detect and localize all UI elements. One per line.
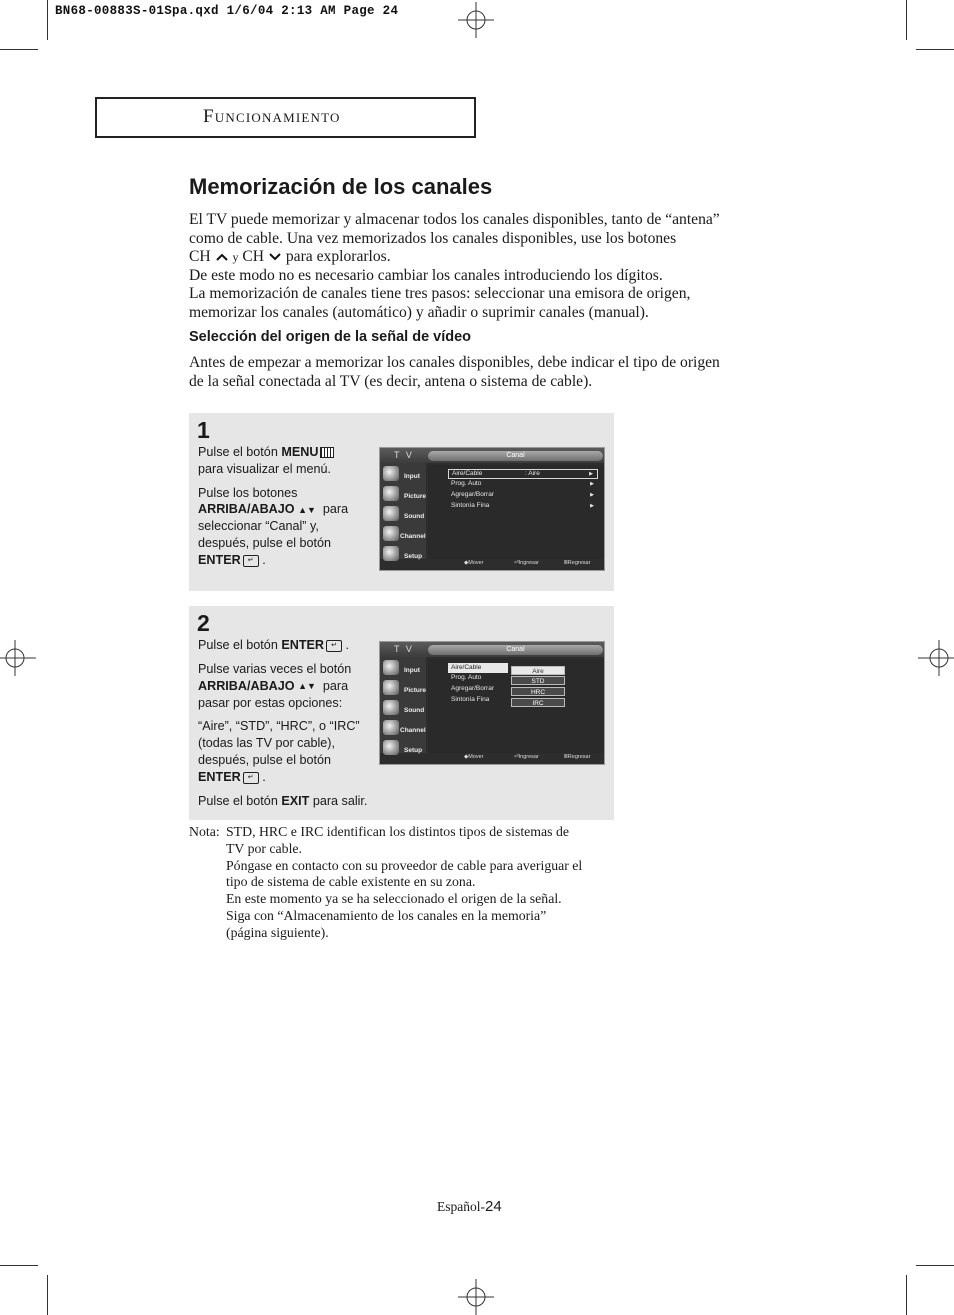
- sound-icon: [383, 506, 399, 521]
- page-title: Memorización de los canales: [189, 174, 493, 199]
- up-down-arrows-icon: ▲▼: [298, 504, 316, 515]
- note-label: Nota:: [189, 824, 220, 839]
- input-icon: [383, 660, 399, 675]
- step-2-text: Pulse el botón ENTER ↵ . Pulse varias veces el botón ARRIBA/ABAJO ▲▼ para pasar por estas opciones: “Aire”, “STD”, “HRC”, o “IRC” (todas las TV por cable), después, pulse el botón ENTER ↵ . Pulse el botón EXIT para salir.: [198, 638, 368, 808]
- page-footer: Español-24: [437, 1198, 502, 1215]
- crop-mark: [0, 49, 38, 50]
- up-down-arrows-icon: ▲▼: [298, 680, 316, 691]
- enter-icon: ↵: [243, 772, 259, 784]
- osd-sidebar: Input Picture Sound Channel Setup: [380, 657, 426, 753]
- section-title: FUNCIONAMIENTO: [203, 106, 341, 127]
- setup-icon: [383, 546, 399, 561]
- page-number: 24: [485, 1198, 502, 1215]
- crop-mark: [47, 1275, 48, 1315]
- subheading-paragraph: Antes de empezar a memorizar los canales disponibles, debe indicar el tipo de origen de la señal conectada al TV (es decir, antena o sistema de cable).: [189, 354, 720, 390]
- enter-icon: ↵: [326, 640, 342, 652]
- input-icon: [383, 466, 399, 481]
- registration-mark-icon: [0, 640, 36, 676]
- sound-icon: [383, 700, 399, 715]
- osd-option: Aire: [511, 666, 565, 675]
- tv-menu-screen: T V Canal Input Picture Sound Channel Setup Aire/Cable Prog. Auto Agregar/Borrar Sintonía Fina Aire STD HRC IRC ◆ Mover ⏎ Ingresar Ⅲ Regresar: [379, 641, 605, 765]
- picture-icon: [383, 486, 399, 501]
- file-slug: BN68-00883S-01Spa.qxd 1/6/04 2:13 AM Page 24: [55, 4, 399, 18]
- channel-icon: [383, 526, 399, 541]
- intro-paragraph: El TV puede memorizar y almacenar todos los canales disponibles, tanto de “antena” como de cable. Una vez memorizados los canales disponibles, use los botones CH y CH para explorarlos. De este modo no es necesario cambiar los canales introduciendo los dígitos. La memorización de canales tiene tres pasos: seleccionar una emisora de origen, memorizar los canales (automático) y añadir o suprimir canales (manual).: [189, 211, 720, 321]
- osd-option: STD: [511, 676, 565, 685]
- tv-menu-screen: T V Canal Input Picture Sound Channel Setup Aire/Cable : Aire ▶ Prog. Auto ▶ Agregar/Borrar ▶ Sintonía Fina ▶ ◆ Mover ⏎ Ingresar Ⅲ Regresar: [379, 447, 605, 571]
- step-number: 2: [197, 610, 210, 636]
- crop-mark: [916, 1265, 954, 1266]
- registration-mark-icon: [458, 1279, 494, 1315]
- enter-icon: ↵: [243, 555, 259, 567]
- step-1-panel: [189, 413, 614, 591]
- crop-mark: [47, 0, 48, 40]
- registration-mark-icon: [458, 2, 494, 38]
- osd-footer: ◆ Mover ⏎ Ingresar Ⅲ Regresar: [464, 754, 591, 760]
- crop-mark: [906, 0, 907, 40]
- crop-mark: [906, 1275, 907, 1315]
- osd-footer: ◆ Mover ⏎ Ingresar Ⅲ Regresar: [464, 560, 591, 566]
- setup-icon: [383, 740, 399, 755]
- step-2-panel: [189, 606, 614, 820]
- menu-icon: [320, 447, 334, 458]
- registration-mark-icon: [918, 640, 954, 676]
- crop-mark: [0, 1265, 38, 1266]
- osd-option: HRC: [511, 687, 565, 696]
- channel-icon: [383, 720, 399, 735]
- chevron-up-icon: [215, 252, 229, 262]
- step-1-text: Pulse el botón MENU para visualizar el menú. Pulse los botones ARRIBA/ABAJO ▲▼ para seleccionar “Canal” y, después, pulse el botón ENTER ↵ .: [198, 445, 349, 568]
- note-body: STD, HRC e IRC identifican los distintos tipos de sistemas de TV por cable. Póngase en contacto con su proveedor de cable para averiguar el tipo de sistema de cable existente en su zona. En este momento ya se ha seleccionado el origen de la señal. Siga con “Almacenamiento de los canales en la memoria” (página siguiente).: [226, 824, 583, 940]
- osd-option: IRC: [511, 698, 565, 707]
- osd-sidebar: Input Picture Sound Channel Setup: [380, 463, 426, 559]
- picture-icon: [383, 680, 399, 695]
- crop-mark: [916, 49, 954, 50]
- chevron-down-icon: [268, 252, 282, 262]
- step-number: 1: [197, 417, 210, 443]
- subheading: Selección del origen de la señal de vídeo: [189, 329, 472, 345]
